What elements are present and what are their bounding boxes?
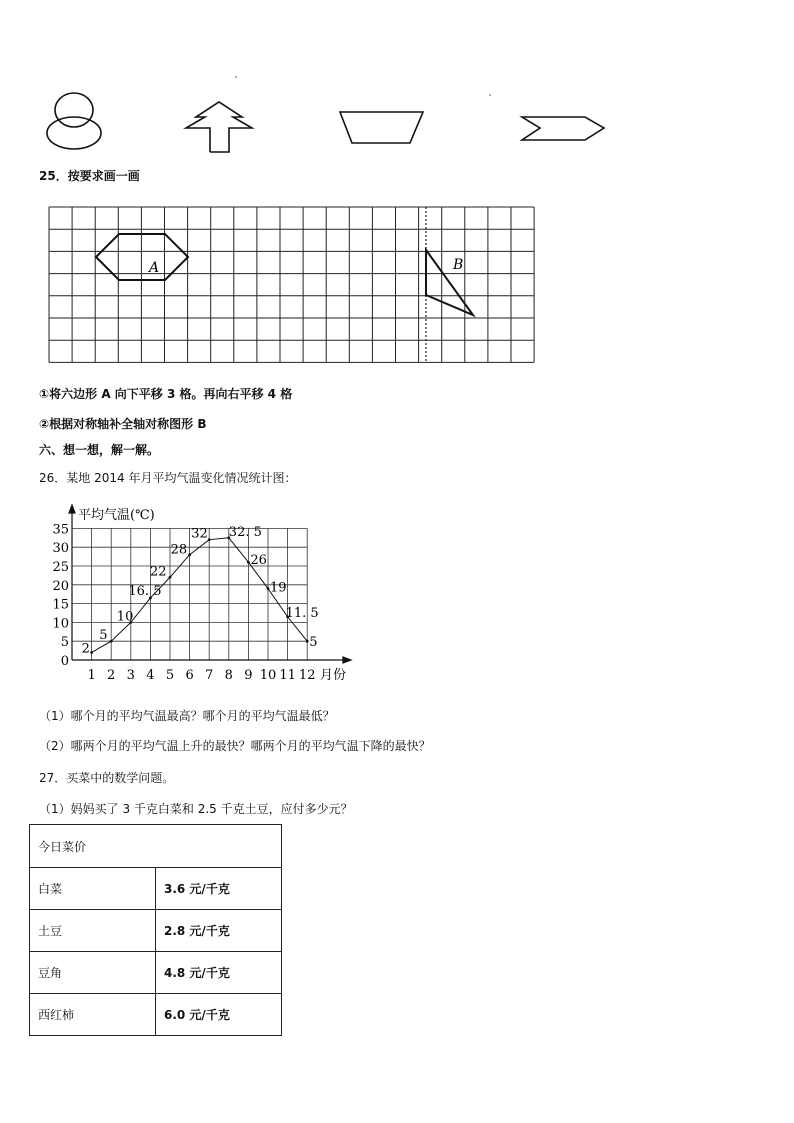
q26-title: 26．某地 2014 年月平均气温变化情况统计图： — [39, 471, 297, 485]
table-row — [30, 868, 282, 910]
x-tick-label: 12 — [298, 668, 316, 683]
price-table-header: 今日菜价 — [30, 825, 282, 868]
data-label: 32 — [191, 526, 208, 542]
y-tick-label: 10 — [52, 616, 69, 632]
table-row — [30, 910, 282, 952]
y-tick-label: 5 — [60, 635, 69, 651]
q27-question1: （1）妈妈买了 3 千克白菜和 2.5 千克土豆，应付多少元？ — [39, 802, 353, 816]
data-label: 5 — [99, 628, 108, 644]
data-point — [306, 640, 309, 643]
q25-task1: ①将六边形 A 向下平移 3 格。再向右平移 4 格 — [39, 387, 293, 401]
vegetable-name: 豆角 — [30, 952, 156, 994]
data-label: 28 — [170, 542, 188, 558]
q25-title: 25．按要求画一画 — [39, 169, 140, 183]
y-tick-label: 15 — [52, 597, 69, 613]
x-tick-label: 8 — [224, 668, 233, 683]
price-table — [29, 824, 282, 1036]
data-label: 5 — [309, 635, 318, 651]
section-six-heading: 六、想一想，解一解。 — [39, 443, 160, 457]
arrow-chevron-shape — [522, 117, 604, 140]
vegetable-price: 6.0 元/千克 — [156, 994, 282, 1036]
shapes-row — [0, 60, 794, 160]
x-tick-label: 6 — [185, 668, 194, 683]
label-a: A — [149, 260, 160, 276]
data-label: 11. 5 — [285, 605, 319, 621]
data-point — [267, 587, 270, 590]
data-label: 26 — [250, 553, 267, 569]
table-row — [30, 952, 282, 994]
trapezoid-shape — [340, 112, 423, 143]
y-axis-label: 平均气温(℃) — [78, 508, 155, 523]
data-label: 19 — [270, 580, 287, 596]
y-tick-label: 20 — [52, 578, 69, 594]
x-tick-label: 7 — [205, 668, 214, 683]
x-tick-label: 5 — [165, 668, 175, 683]
vegetable-price: 4.8 元/千克 — [156, 952, 282, 994]
temperature-line-chart — [40, 500, 360, 690]
q26-question2: （2）哪两个月的平均气温上升的最快？哪两个月的平均气温下降的最快？ — [39, 739, 431, 753]
data-point — [169, 576, 172, 579]
y-axis-arrow — [69, 505, 75, 513]
data-point — [247, 561, 250, 564]
vegetable-name: 白菜 — [30, 868, 156, 910]
vegetable-name: 西红柿 — [30, 994, 156, 1036]
q27-title: 27．买菜中的数学问题。 — [39, 771, 175, 785]
x-axis-arrow — [343, 657, 351, 663]
y-tick-label: 35 — [52, 522, 69, 538]
x-axis-label: 月份 — [320, 668, 347, 683]
x-tick-label: 9 — [244, 668, 253, 683]
data-point — [90, 651, 93, 654]
y-tick-label: 25 — [52, 560, 69, 575]
x-tick-label: 2 — [107, 668, 116, 683]
x-tick-label: 11 — [279, 668, 296, 683]
triangle-b — [426, 250, 473, 315]
x-tick-label: 3 — [126, 668, 135, 683]
price-table-header-row — [30, 825, 282, 868]
data-label: 10 — [116, 609, 134, 625]
y-tick-label: 0 — [60, 654, 69, 669]
tree-arrow-shape — [186, 102, 252, 152]
table-row — [30, 994, 282, 1036]
x-tick-label: 1 — [87, 668, 96, 683]
figure-eight-shape — [47, 93, 101, 149]
y-tick-label: 30 — [52, 541, 69, 557]
x-tick-label: 10 — [259, 668, 277, 683]
data-label: 22 — [150, 564, 167, 580]
data-label: 16. 5 — [128, 583, 162, 599]
q26-question1: （1）哪个月的平均气温最高？哪个月的平均气温最低？ — [39, 709, 335, 723]
q25-task2: ②根据对称轴补全轴对称图形 B — [39, 417, 207, 431]
vegetable-name: 土豆 — [30, 910, 156, 952]
q25-grid — [40, 200, 560, 370]
x-tick-label: 4 — [146, 668, 155, 683]
data-point — [208, 538, 211, 541]
data-point — [188, 553, 191, 556]
data-label: 32. 5 — [228, 524, 262, 540]
vegetable-price: 2.8 元/千克 — [156, 910, 282, 952]
label-b: B — [453, 257, 464, 273]
data-point — [110, 640, 113, 643]
vegetable-price: 3.6 元/千克 — [156, 868, 282, 910]
data-label: 2 — [81, 641, 90, 657]
